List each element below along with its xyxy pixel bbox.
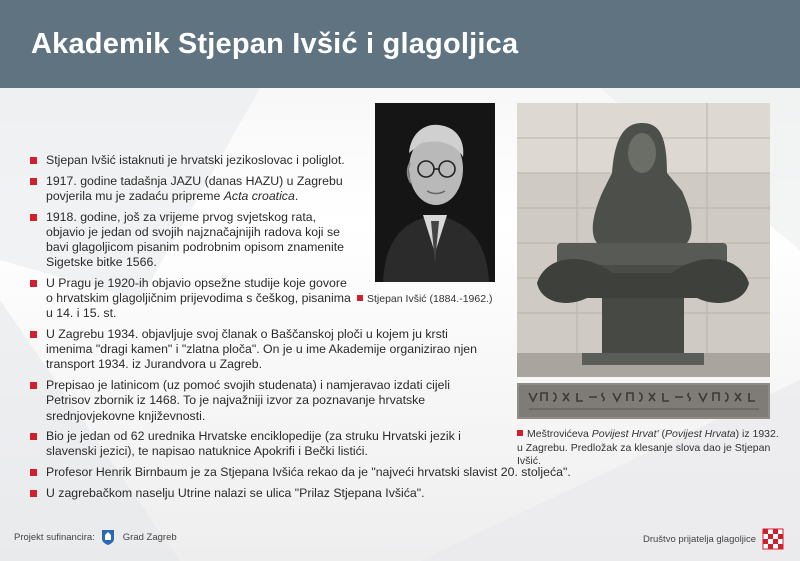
list-item — [28, 486, 606, 501]
bullet-marker — [30, 214, 37, 221]
portrait-photo — [375, 103, 495, 282]
header-banner — [0, 0, 800, 88]
bullet-text: Profesor Henrik Birnbaum je za Stjepana Ivšića rekao da je "najveći hrvatski slavist 20. stoljeća". — [46, 465, 571, 480]
caption-part: ( — [658, 428, 665, 440]
caption-part: Meštrovićeva — [527, 428, 592, 440]
bullet-text: Bio je jedan od 62 urednika Hrvatske enciklopedije (za struku Hrvatski jezik i slavenski jezici), te napisao natuknice Apokrifi i Bečki listići. — [46, 429, 461, 459]
bullet-text: 1917. godine tadašnja JAZU (danas HAZU) u Zagrebu povjerila mu je zadaću pripreme — [46, 173, 343, 203]
bullet-marker — [30, 469, 37, 476]
bullet-marker — [30, 157, 37, 164]
bullet-marker — [30, 178, 37, 185]
bullet-tail: . — [294, 188, 299, 203]
bullet-text: Prepisao je latinicom (uz pomoć svojih studenata) i namjeravao izdati cijeli Petrisov zbornik iz 1468. To je najvažniji izvor za poznavanje hrvatske srednjovjekovne književnosti. — [46, 378, 450, 423]
bullet-marker — [30, 280, 37, 287]
caption-part: ) iz 1932. u Zagrebu. Predložak za klesanje slova dao je Stjepan Ivšić. — [517, 428, 779, 467]
city-label: Grad Zagreb — [122, 532, 177, 543]
list-item — [28, 378, 486, 424]
bullet-marker — [30, 331, 37, 338]
bullet-marker — [30, 490, 37, 497]
page-title: Akademik Stjepan Ivšić i glagoljica — [31, 28, 519, 60]
caption-marker — [517, 430, 523, 436]
cofinanced-label: Projekt sufinancira: — [14, 532, 95, 543]
bullet-text: U zagrebačkom naselju Utrine nalazi se ulica "Prilaz Stjepana Ivšića". — [46, 485, 425, 500]
bullet-marker — [30, 382, 37, 389]
bullet-marker — [30, 433, 37, 440]
list-item — [28, 210, 356, 271]
monument-photo — [517, 103, 770, 377]
caption-emphasis: Povijest Hrvata — [664, 428, 736, 440]
list-item — [28, 327, 486, 373]
society-logo-icon — [762, 528, 784, 550]
tablet-photo — [517, 383, 770, 419]
bullet-text: Stjepan Ivšić istaknuti je hrvatski jezikoslovac i poliglot. — [46, 153, 345, 167]
monument-caption — [517, 428, 779, 469]
bullet-text: 1918. godine, još za vrijeme prvog svjetskog rata, objavio je jedan od svojih najznačajnijih radova koji se bavi glagoljicom pisanim podrobnim opisom znamenite Sigetske bitke 1566. — [46, 209, 345, 270]
list-item — [28, 429, 486, 459]
bullet-text: U Pragu je 1920-ih objavio opsežne studije koje govore o hrvatskim glagoljičnim prijevodima s češkog, pisanima u 14. i 15. st. — [46, 275, 351, 321]
portrait-caption — [357, 293, 493, 305]
list-item — [28, 276, 356, 322]
footer-cofinanced — [14, 529, 177, 546]
portrait-caption-text: Stjepan Ivšić (1884.-1962.) — [367, 293, 493, 305]
bullet-text: U Zagrebu 1934. objavljuje svoj članak o Baščanskoj ploči u kojem ju krsti imenima "dragi kamen" i "zlatna ploča". On je u ime Akademije organizirao njen transport 1934. iz Jurandvora u Zagreb. — [46, 327, 477, 372]
caption-emphasis: Povijest Hrvat' — [591, 428, 659, 440]
caption-marker — [357, 295, 363, 301]
zagreb-crest-icon — [101, 529, 115, 546]
bullet-emphasis: Acta croatica — [223, 188, 295, 203]
list-item — [28, 153, 391, 168]
org-label: Društvo prijatelja glagoljice — [643, 534, 756, 545]
list-item — [28, 174, 391, 204]
